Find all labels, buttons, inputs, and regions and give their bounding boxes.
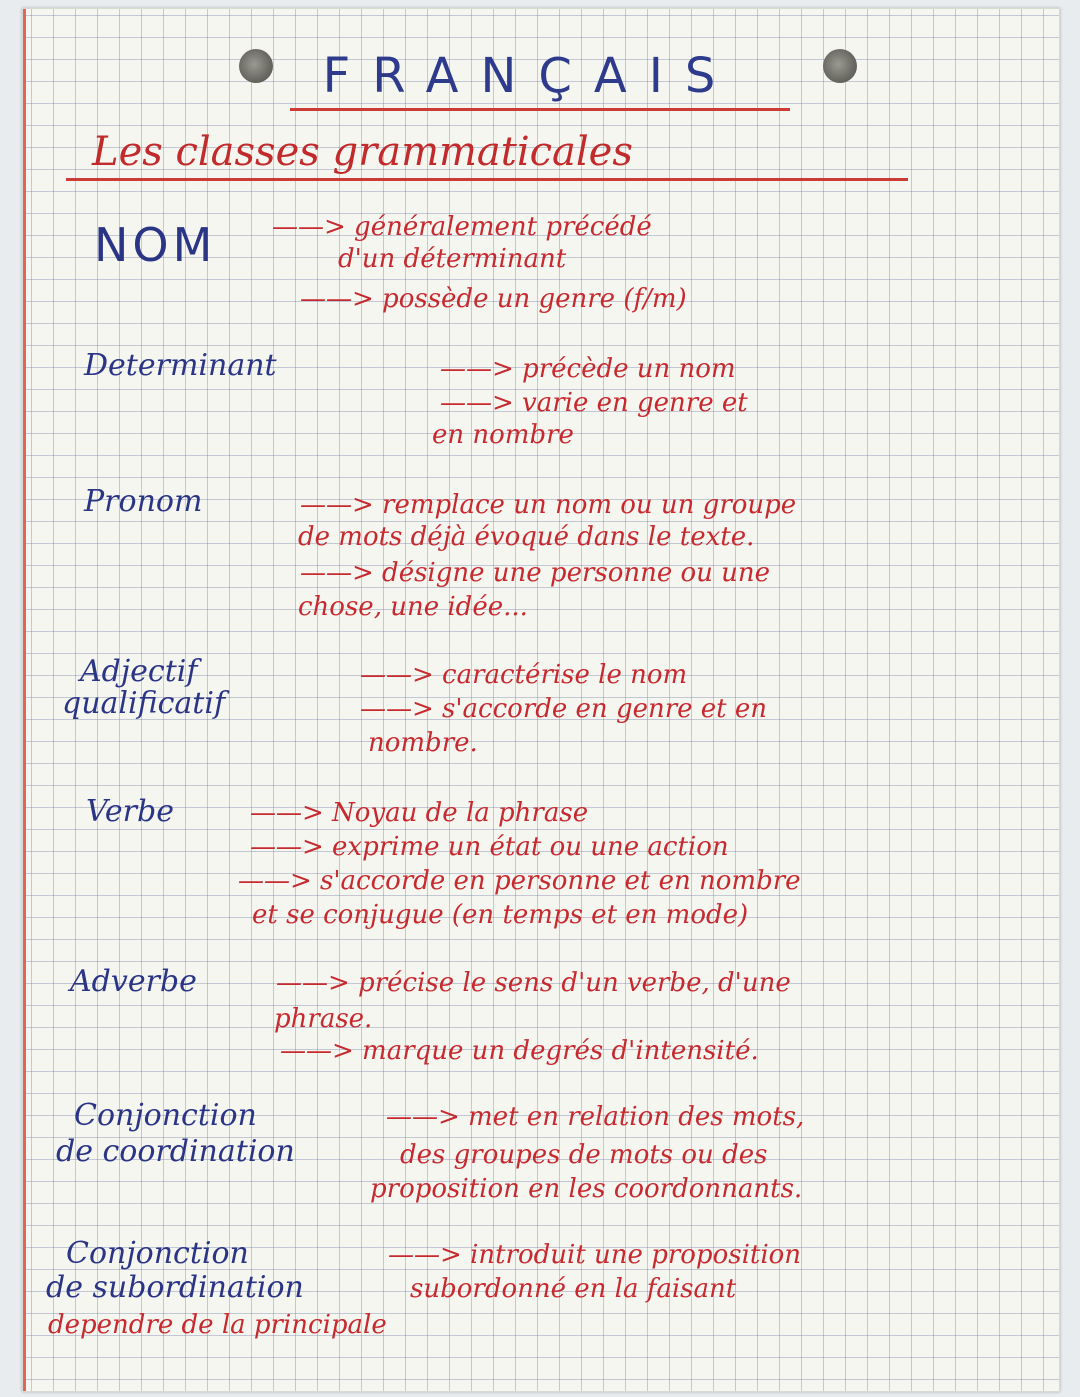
page-subtitle: Les classes grammaticales	[92, 129, 633, 175]
term-determinant: Determinant	[84, 348, 277, 383]
term-conjonction-coordination: Conjonction	[74, 1098, 257, 1133]
term-conjonction-subordination: Conjonction	[66, 1236, 249, 1271]
definition-line: subordonné en la faisant	[410, 1274, 737, 1304]
binder-hole-left	[239, 49, 273, 83]
definition-line: ——> s'accorde en genre et en	[360, 694, 768, 724]
definition-line: de mots déjà évoqué dans le texte.	[298, 522, 755, 552]
term-de-coordination: de coordination	[56, 1134, 295, 1169]
binder-hole-right	[823, 49, 857, 83]
term-qualificatif: qualificatif	[62, 686, 226, 721]
definition-line: dependre de la principale	[48, 1310, 387, 1340]
definition-line: ——> exprime un état ou une action	[250, 832, 729, 862]
page-title: FRANÇAIS	[322, 48, 738, 104]
definition-line: proposition en les coordonnants.	[370, 1174, 803, 1204]
subtitle-underline	[66, 178, 908, 181]
title-underline	[290, 108, 790, 111]
definition-line: ——> possède un genre (f/m)	[300, 284, 687, 314]
definition-line: ——> s'accorde en personne et en nombre	[238, 866, 801, 896]
definition-line: ——> introduit une proposition	[388, 1240, 802, 1270]
definition-line: d'un déterminant	[338, 244, 567, 274]
definition-line: ——> varie en genre et	[440, 388, 748, 418]
definition-line: chose, une idée...	[298, 592, 528, 622]
definition-line: ——> met en relation des mots,	[386, 1102, 805, 1132]
definition-line: ——> précède un nom	[440, 354, 736, 384]
definition-line: ——> caractérise le nom	[360, 660, 688, 690]
term-adverbe: Adverbe	[70, 964, 197, 999]
definition-line: et se conjugue (en temps et en mode)	[252, 900, 749, 930]
term-adjectif: Adjectif	[80, 654, 198, 689]
definition-line: nombre.	[368, 728, 478, 758]
page-margin-line	[23, 9, 26, 1391]
definition-line: en nombre	[432, 420, 574, 450]
definition-line: ——> précise le sens d'un verbe, d'une	[276, 968, 791, 998]
definition-line: phrase.	[274, 1004, 373, 1034]
definition-line: ——> Noyau de la phrase	[250, 798, 589, 828]
term-nom: NOM	[94, 218, 217, 272]
term-pronom: Pronom	[84, 484, 203, 519]
definition-line: ——> généralement précédé	[272, 212, 652, 242]
definition-line: ——> marque un degrés d'intensité.	[280, 1036, 759, 1066]
term-de-subordination: de subordination	[46, 1270, 304, 1305]
definition-line: ——> désigne une personne ou une	[300, 558, 771, 588]
term-verbe: Verbe	[86, 794, 174, 829]
definition-line: ——> remplace un nom ou un groupe	[300, 490, 797, 520]
definition-line: des groupes de mots ou des	[400, 1140, 768, 1170]
